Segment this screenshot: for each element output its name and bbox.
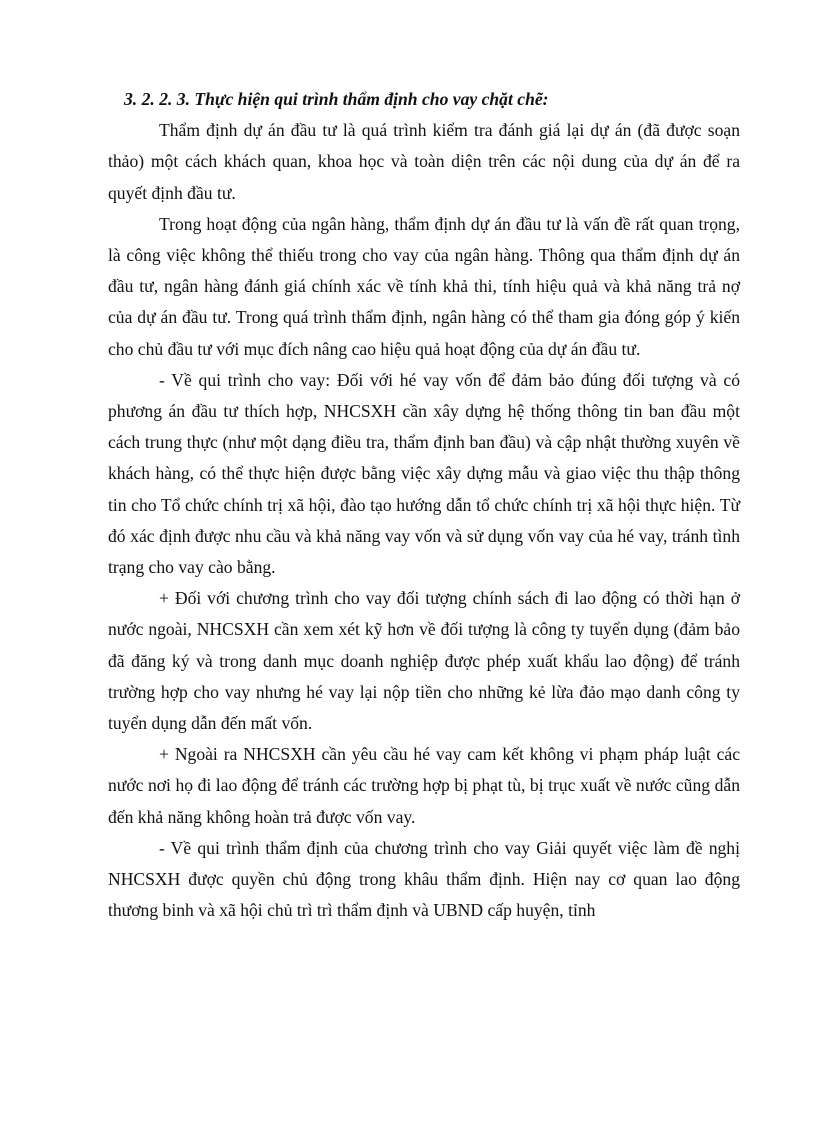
paragraph-6: - Về qui trình thẩm định của chương trình cho vay Giải quyết việc làm đề nghị NHCSXH được quyền chủ động trong khâu thẩm định. Hiện nay cơ quan lao động thương binh và xã hội chủ trì trì thẩm định và UBND cấp huyện, tỉnh — [108, 837, 740, 921]
paragraph-1: Thẩm định dự án đầu tư là quá trình kiểm tra đánh giá lại dự án (đã được soạn thảo) một cách khách quan, khoa học và toàn diện trên các nội dung của dự án để ra quyết định đầu tư. — [108, 120, 740, 203]
section-heading: 3. 2. 2. 3. Thực hiện qui trình thẩm định cho vay chặt chẽ: — [124, 89, 549, 109]
paragraph-4: + Đối với chương trình cho vay đối tượng chính sách đi lao động có thời hạn ở nước ngoài, NHCSXH cần xem xét kỹ hơn về đối tượng là công ty tuyển dụng (đảm bảo đã đăng ký và trong danh mục doanh nghiệp được phép xuất khẩu lao động) để tránh trường hợp cho vay nhưng hé vay lại nộp tiền cho những kẻ lừa đảo mạo danh công ty tuyển dụng dẫn đến mất vốn. — [108, 588, 740, 734]
paragraph-2: Trong hoạt động của ngân hàng, thẩm định dự án đầu tư là vấn đề rất quan trọng, là công việc không thể thiếu trong cho vay của ngân hàng. Thông qua thẩm định dự án đầu tư, ngân hàng đánh giá chính xác về tính khả thi, tính hiệu quả và khả năng trả nợ của dự án đầu tư. Trong quá trình thẩm định, ngân hàng có thể tham gia đóng góp ý kiến cho chủ đầu tư với mục đích nâng cao hiệu quả hoạt động của dự án đầu tư. — [108, 213, 740, 359]
document-body — [108, 84, 740, 926]
paragraph-3: - Về qui trình cho vay: Đối với hé vay vốn để đảm bảo đúng đối tượng và có phương án đầu tư thích hợp, NHCSXH cần xây dựng hệ thống thông tin ban đầu một cách trung thực (như một dạng điều tra, thẩm định ban đầu) và cập nhật thường xuyên về khách hàng, có thể thực hiện được bằng việc xây dựng mẫu và giao việc thu thập thông tin cho Tổ chức chính trị xã hội, đào tạo hướng dẫn tổ chức chính trị xã hội thực hiện. Từ đó xác định được nhu cầu và khả năng vay vốn và sử dụng vốn vay của hé vay, tránh tình trạng cho vay cào bằng. — [108, 369, 740, 578]
paragraph-5: + Ngoài ra NHCSXH cần yêu cầu hé vay cam kết không vi phạm pháp luật các nước nơi họ đi lao động để tránh các trường hợp bị phạt tù, bị trục xuất về nước cũng dẫn đến khả năng không hoàn trả được vốn vay. — [108, 744, 740, 827]
